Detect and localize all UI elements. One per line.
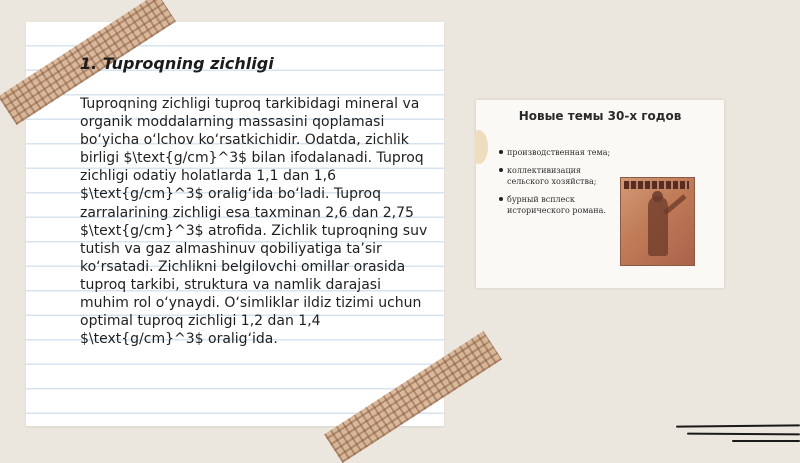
poster-header-lettering xyxy=(624,181,689,189)
slide-body-text: Tuproqning zichligi tuproq tarkibidagi mineral va organik moddalarning massasini qoplamasi bo‘yicha o‘lchov ko‘rsatkichidir. Odatda, zichlik birligi $\text{g/cm}^3$ bilan ifodalanadi. Tuproq zichligi odatiy holatlarda 1,1 dan 1,6 $\text{g/cm}^3$ oralig‘ida bo‘ladi. Tuproq zarralarining zichligi esa taxminan 2,6 dan 2,75 $\text{g/cm}^3$ atrofida. Zichlik tuproqning suv tutish va gaz almashinuv qobiliyatiga ta’sir ko‘rsatadi. Zichlikni belgilovchi omillar orasida tuproq tarkibi, struktura va namlik darajasi muhim rol o‘ynaydi. O‘simliklar ildiz tizimi uchun optimal tuproq zichligi 1,2 dan 1,4 $\text{g/cm}^3$ oralig‘ida. xyxy=(80,96,428,348)
image-slide-title: Новые темы 30-х годов xyxy=(518,109,682,123)
decorative-stroke xyxy=(732,440,800,442)
image-bullet-text: производственная тема; xyxy=(507,148,611,157)
slide-heading: 1. Tuproqning zichligi xyxy=(80,54,274,73)
bullet-icon xyxy=(499,150,503,154)
bullet-icon xyxy=(499,197,503,201)
image-bullet-list xyxy=(507,147,617,223)
image-bullet-item xyxy=(507,165,617,188)
embedded-slide-image xyxy=(476,100,724,288)
image-bullet-text: бурный всплеск исторического романа. xyxy=(507,194,606,215)
image-bullet-text: коллективизация сельского хозяйства; xyxy=(507,165,597,186)
paper-stain xyxy=(476,130,488,164)
bullet-icon xyxy=(499,168,503,172)
decorative-stroke xyxy=(687,433,800,436)
image-bullet-item xyxy=(507,194,617,217)
poster-illustration xyxy=(620,177,695,266)
poster-figure xyxy=(648,196,668,256)
image-bullet-item xyxy=(507,147,617,159)
decorative-stroke xyxy=(676,424,800,427)
